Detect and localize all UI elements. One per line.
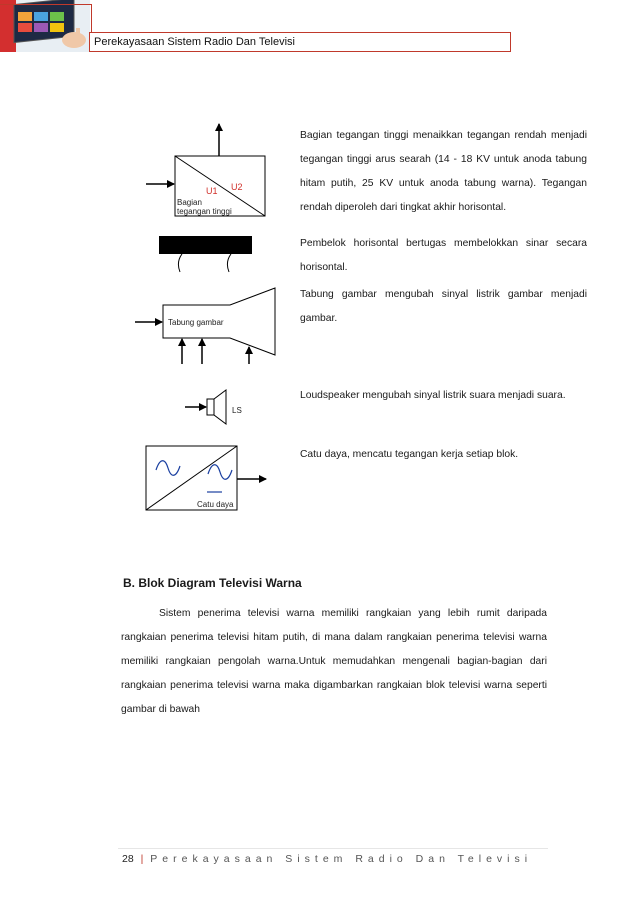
loudspeaker-block [185, 390, 242, 424]
high-voltage-block [146, 124, 265, 216]
section-paragraph: Sistem penerima televisi warna memiliki rangkaian yang lebih rumit daripada rangkaian penerima televisi hitam putih, di mana dalam rangkaian penerima televisi warna memiliki rangkaian pengolah warna.Untuk memudahkan mengenali bagian-bagian dari rangkaian penerima televisi warna maka digambarkan rangkaian blok televisi warna seperti gambar di bawah [121, 608, 547, 715]
footer-separator: | [140, 853, 144, 865]
picture-tube-label: Tabung gambar [168, 318, 224, 327]
horizontal-deflector-block [159, 236, 252, 272]
footer-title: Perekayasaan Sistem Radio Dan Televisi [150, 853, 533, 865]
section-title: B. Blok Diagram Televisi Warna [123, 576, 302, 590]
desc-horizontal-deflector: Pembelok horisontal bertugas membelokkan sinar secara horisontal. [300, 238, 587, 273]
loudspeaker-label: LS [232, 406, 242, 415]
picture-tube-block [135, 288, 275, 364]
desc-high-voltage: Bagian tegangan tinggi menaikkan tegangan rendah menjadi tegangan tinggi arus searah (14 - 18 KV untuk anoda tabung hitam putih, 25 KV untuk anoda tabung warna). Tegangan rendah diperoleh dari tingkat akhir horisontal. [300, 130, 587, 213]
high-voltage-label-1: Bagian [177, 198, 202, 207]
power-supply-label: Catu daya [197, 500, 234, 509]
page-number: 28 [122, 853, 134, 865]
power-supply-block [146, 446, 266, 510]
u2-label: U2 [231, 182, 243, 192]
footer-divider [118, 848, 548, 849]
footer [122, 853, 532, 865]
header-title: Perekayasaan Sistem Radio Dan Televisi [94, 36, 295, 48]
desc-power-supply: Catu daya, mencatu tegangan kerja setiap blok. [300, 449, 519, 460]
desc-loudspeaker: Loudspeaker mengubah sinyal listrik suara menjadi suara. [300, 390, 566, 401]
u1-label: U1 [206, 186, 218, 196]
desc-picture-tube: Tabung gambar mengubah sinyal listrik gambar menjadi gambar. [300, 289, 587, 324]
high-voltage-label-2: tegangan tinggi [177, 207, 232, 216]
